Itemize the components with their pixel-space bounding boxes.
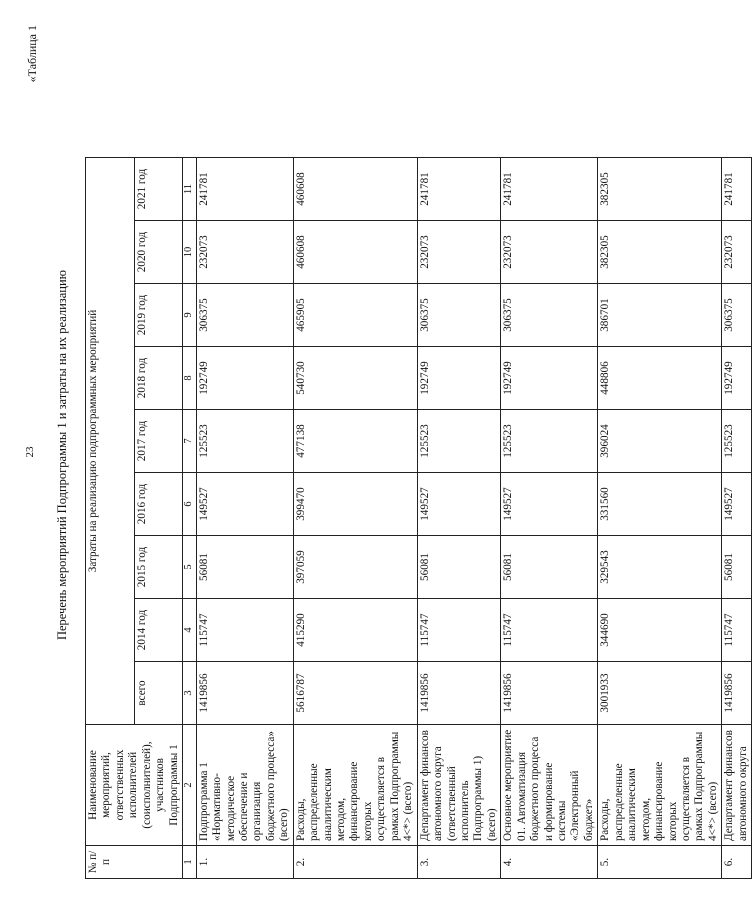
column-number: 10 [183,221,197,284]
cost-total: 1419856 [722,662,752,725]
cost-year: 232073 [722,221,752,284]
cost-year: 241781 [501,158,598,221]
cost-year: 306375 [722,284,752,347]
cost-year: 399470 [293,473,417,536]
cost-year: 125523 [501,410,598,473]
cost-year: 241781 [417,158,501,221]
cost-year: 460608 [293,158,417,221]
table-row [417,158,501,879]
row-number: 2. [293,846,417,879]
table-row [196,158,293,879]
cost-year: 232073 [417,221,501,284]
row-number: 3. [417,846,501,879]
cost-year: 306375 [417,284,501,347]
cost-year: 149527 [196,473,293,536]
header-year: 2014 год [134,599,183,662]
column-number: 9 [183,284,197,347]
cost-year: 149527 [501,473,598,536]
table-row [501,158,598,879]
header-name: Наименование мероприятий, ответственных исполнителей (соисполнителей), участников Подпрограммы 1 [86,725,183,846]
column-number: 6 [183,473,197,536]
cost-year: 149527 [417,473,501,536]
row-number: 5. [598,846,722,879]
cost-year: 115747 [417,599,501,662]
activity-name: Расходы, распределенные аналитическим методом, финансирование которых осуществляется в рамках Подпрограммы 4<*> (всего) [598,725,722,846]
cost-year: 56081 [722,536,752,599]
column-number: 3 [183,662,197,725]
cost-year: 192749 [501,347,598,410]
cost-year: 329543 [598,536,722,599]
header-year: 2015 год [134,536,183,599]
cost-year: 149527 [722,473,752,536]
cost-year: 382305 [598,158,722,221]
cost-total: 1419856 [501,662,598,725]
cost-year: 306375 [501,284,598,347]
cost-year: 540730 [293,347,417,410]
cost-year: 115747 [196,599,293,662]
column-number-row [183,158,197,879]
header-year: 2017 год [134,410,183,473]
cost-year: 241781 [722,158,752,221]
cost-year: 397059 [293,536,417,599]
cost-total: 1419856 [417,662,501,725]
column-number: 7 [183,410,197,473]
activity-name: Департамент финансов автономного округа [722,725,752,846]
rotated-page-content [25,25,749,885]
table-body [196,158,752,879]
table-tag: «Таблица 1 [25,25,39,83]
cost-year: 192749 [417,347,501,410]
cost-year: 331560 [598,473,722,536]
cost-year: 125523 [722,410,752,473]
column-number: 5 [183,536,197,599]
activity-name: Основное мероприятие 01. Автоматизация бюджетного процесса и формирование системы «Электронный бюджет» [501,725,598,846]
cost-year: 56081 [417,536,501,599]
cost-year: 192749 [196,347,293,410]
activities-table [85,157,752,879]
cost-year: 125523 [196,410,293,473]
cost-total: 3001933 [598,662,722,725]
row-number: 4. [501,846,598,879]
cost-year: 115747 [722,599,752,662]
cost-year: 232073 [501,221,598,284]
table-row [722,158,752,879]
header-no: № п/п [86,846,183,879]
header-total: всего [134,662,183,725]
cost-year: 192749 [722,347,752,410]
column-number: 11 [183,158,197,221]
activity-name: Подпрограмма 1 «Нормативно-методическое обеспечение и организация бюджетного процесса» (всего) [196,725,293,846]
cost-year: 448806 [598,347,722,410]
column-number: 1 [183,846,197,879]
activity-name: Департамент финансов автономного округа (ответственный исполнитель Подпрограммы 1) (всего) [417,725,501,846]
page-number: 23 [24,446,36,458]
cost-year: 382305 [598,221,722,284]
cost-year: 396024 [598,410,722,473]
header-costs: Затраты на реализацию подпрограммных мероприятий [86,158,135,725]
table-row [598,158,722,879]
cost-year: 241781 [196,158,293,221]
cost-year: 125523 [417,410,501,473]
cost-year: 306375 [196,284,293,347]
header-year: 2019 год [134,284,183,347]
cost-year: 56081 [501,536,598,599]
cost-year: 344690 [598,599,722,662]
cost-year: 477138 [293,410,417,473]
cost-year: 415290 [293,599,417,662]
cost-year: 232073 [196,221,293,284]
header-year: 2016 год [134,473,183,536]
column-number: 2 [183,725,197,846]
row-number: 6. [722,846,752,879]
header-year: 2020 год [134,221,183,284]
table-row [293,158,417,879]
cost-year: 56081 [196,536,293,599]
row-number: 1. [196,846,293,879]
cost-year: 386701 [598,284,722,347]
cost-year: 460608 [293,221,417,284]
cost-year: 115747 [501,599,598,662]
header-year: 2018 год [134,347,183,410]
document-title: Перечень мероприятий Подпрограммы 1 и затраты на их реализацию [55,269,69,641]
activity-name: Расходы, распределенные аналитическим методом, финансирование которых осуществляется в рамках Подпрограммы 4<*> (всего) [293,725,417,846]
cost-total: 5616787 [293,662,417,725]
header-year: 2021 год [134,158,183,221]
column-number: 4 [183,599,197,662]
column-number: 8 [183,347,197,410]
cost-year: 465905 [293,284,417,347]
cost-total: 1419856 [196,662,293,725]
